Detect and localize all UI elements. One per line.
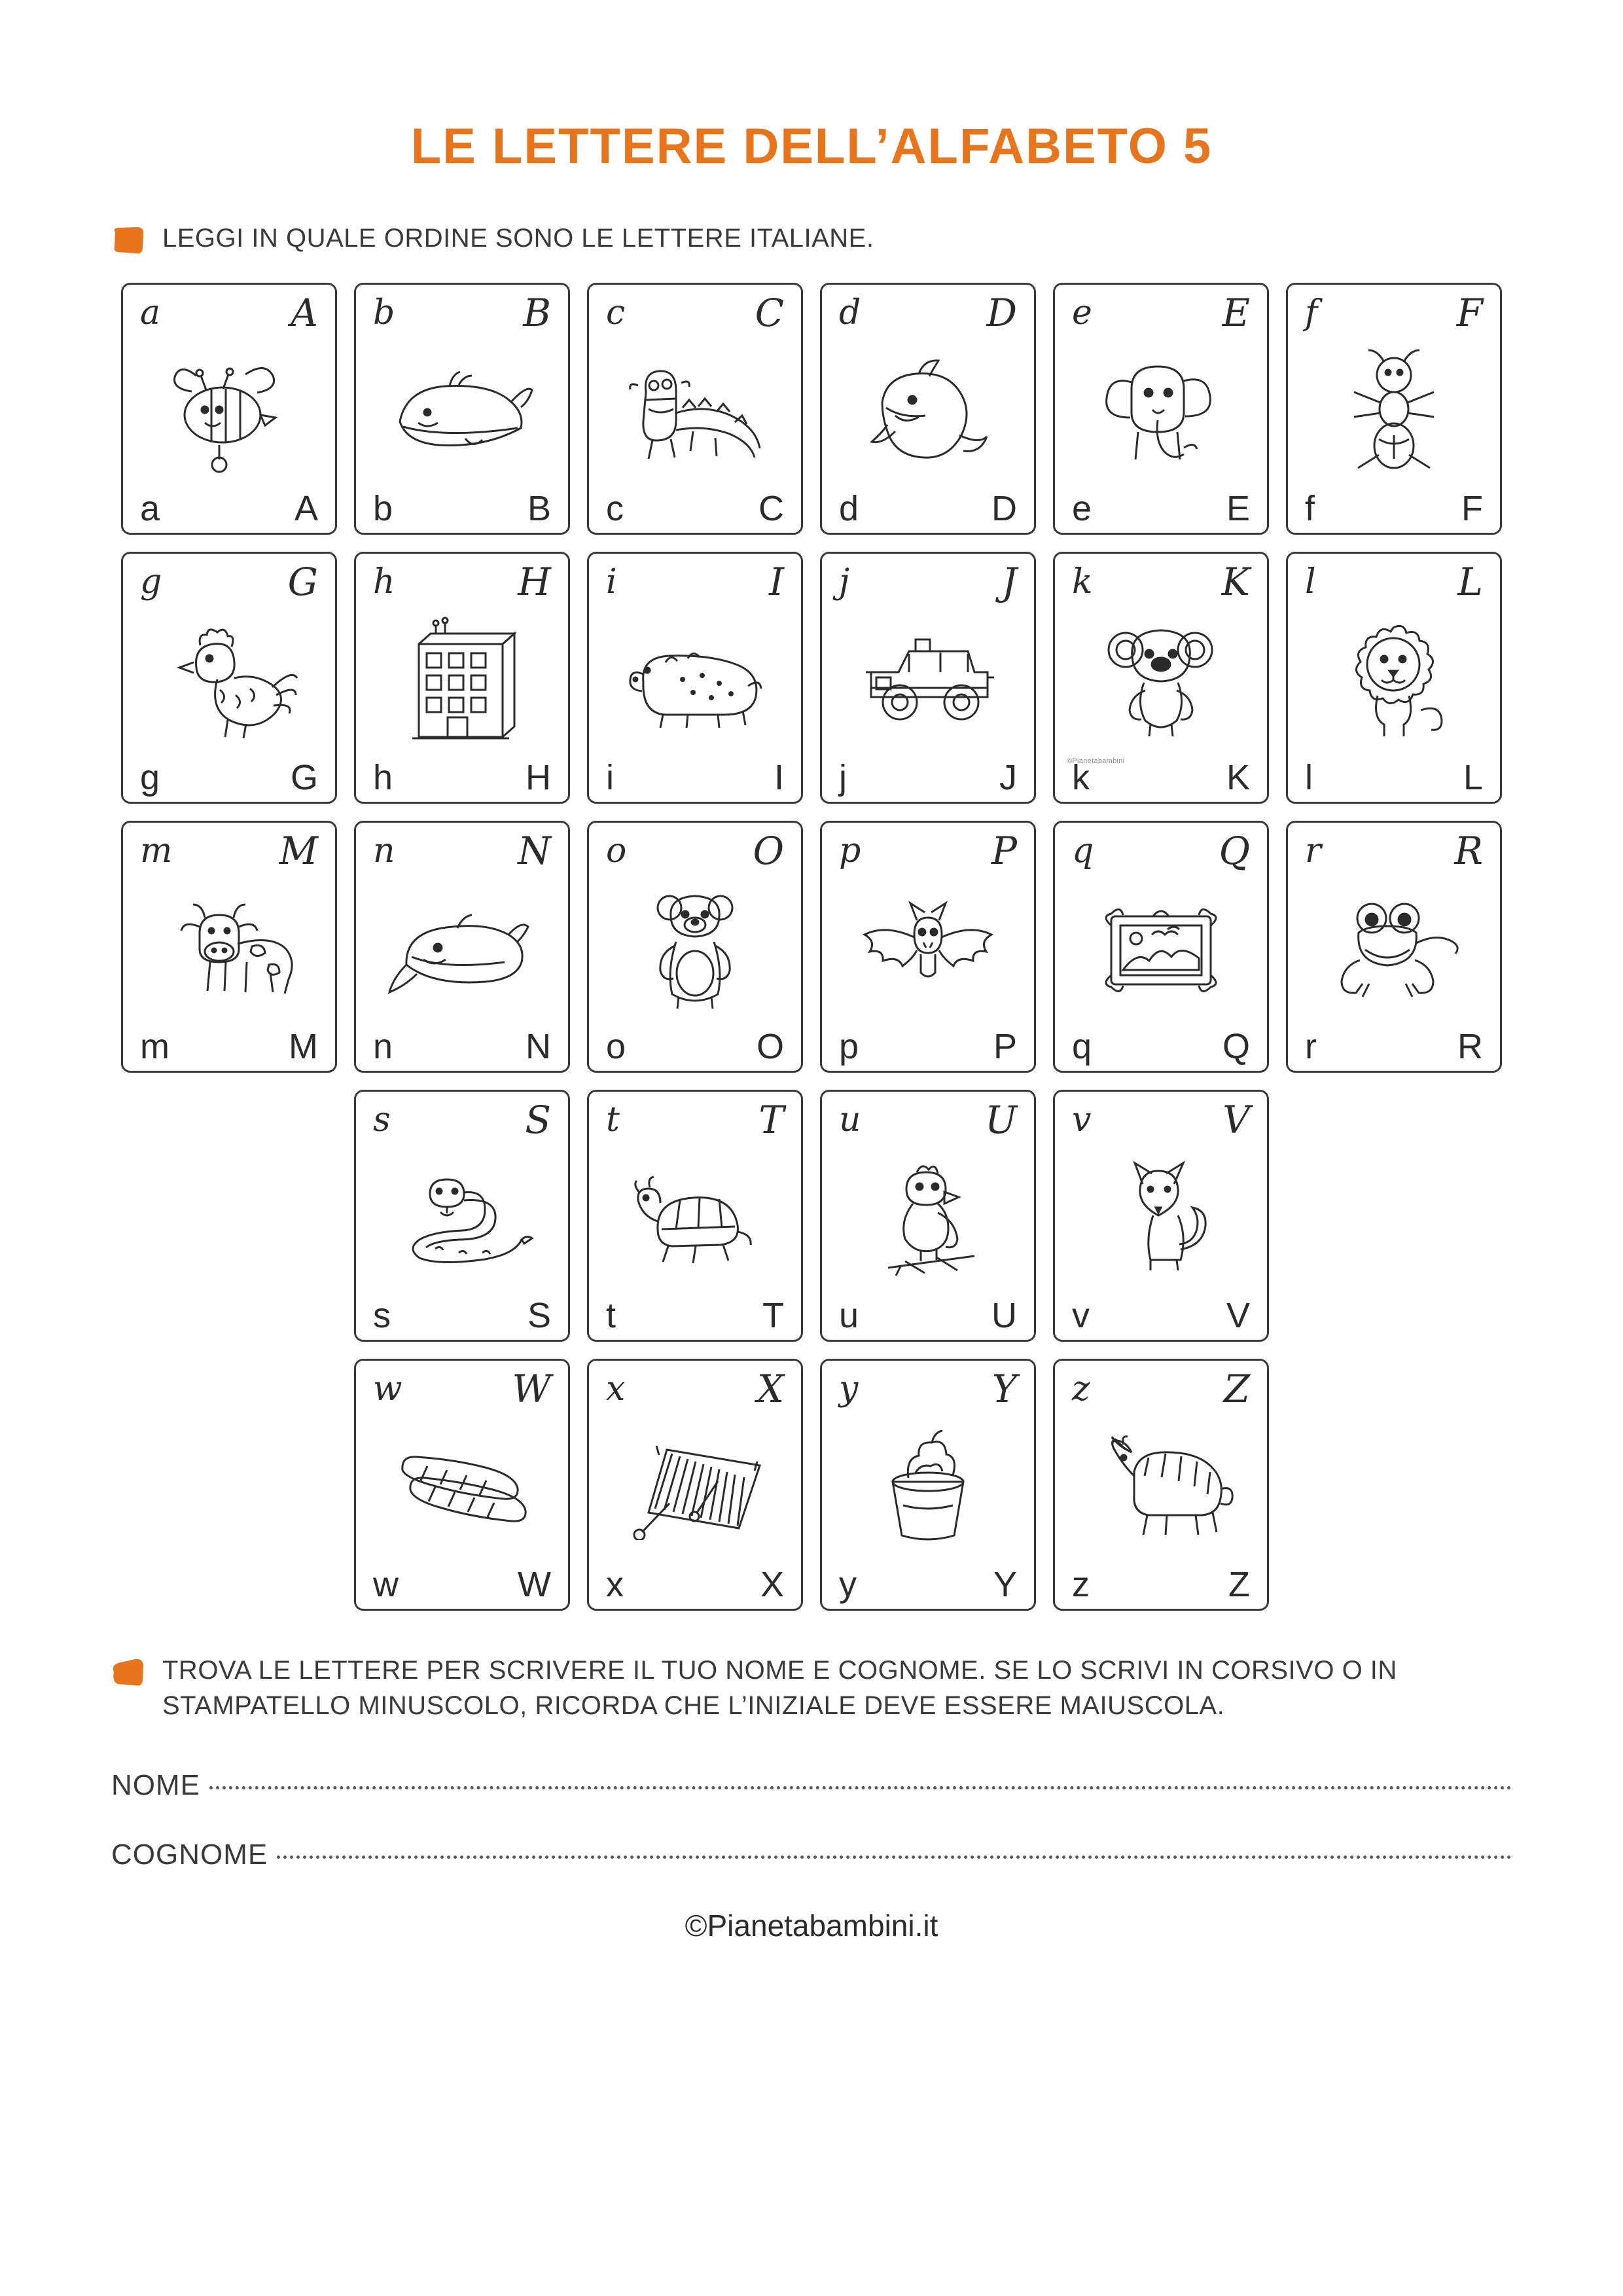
card-print-row <box>839 491 1017 526</box>
cursive-uppercase: W <box>512 1367 551 1411</box>
print-uppercase: P <box>993 1027 1017 1066</box>
card-cursive-row <box>606 829 784 873</box>
print-uppercase: G <box>290 758 318 797</box>
card-print-row <box>606 491 784 526</box>
card-cursive-row <box>1305 560 1483 604</box>
nome-input-line[interactable] <box>209 1780 1512 1789</box>
alphabet-card-m <box>121 821 337 1073</box>
cursive-uppercase: U <box>985 1098 1017 1142</box>
alphabet-card-w <box>354 1359 570 1611</box>
card-print-row <box>606 1567 784 1602</box>
print-lowercase: y <box>839 1565 857 1604</box>
print-uppercase: D <box>991 489 1017 528</box>
rooster-illustration <box>140 601 318 760</box>
card-row <box>354 1090 1269 1342</box>
cursive-uppercase: T <box>758 1098 784 1142</box>
cursive-uppercase: Q <box>1219 829 1250 873</box>
card-print-row <box>1072 1567 1250 1602</box>
print-uppercase: C <box>758 489 784 528</box>
cursive-lowercase: p <box>839 831 861 870</box>
card-print-row <box>373 1029 551 1064</box>
cursive-uppercase: C <box>755 291 784 335</box>
cursive-lowercase: k <box>1072 562 1093 601</box>
cursive-lowercase: c <box>606 293 626 332</box>
card-cursive-row <box>606 1098 784 1142</box>
cursive-uppercase: S <box>525 1098 551 1142</box>
print-uppercase: E <box>1226 489 1250 528</box>
cursive-lowercase: m <box>140 831 173 870</box>
cursive-lowercase: n <box>373 831 395 870</box>
cursive-uppercase: F <box>1456 291 1483 335</box>
alphabet-card-b <box>354 283 570 535</box>
alphabet-card-h <box>354 552 570 804</box>
alphabet-card-o <box>587 821 803 1073</box>
cursive-uppercase: J <box>1001 560 1017 604</box>
print-lowercase: c <box>606 489 624 528</box>
print-uppercase: F <box>1461 489 1483 528</box>
print-uppercase: N <box>526 1027 551 1066</box>
print-lowercase: d <box>839 489 859 528</box>
card-row <box>354 1359 1269 1611</box>
alphabet-card-s <box>354 1090 570 1342</box>
alphabet-card-k <box>1053 552 1269 804</box>
print-uppercase: Z <box>1228 1565 1250 1604</box>
card-print-row <box>373 1567 551 1602</box>
hippopotamus-illustration <box>606 601 784 760</box>
card-print-row <box>606 760 784 795</box>
cursive-lowercase: o <box>606 831 627 870</box>
cursive-lowercase: g <box>140 562 162 601</box>
bullet-marker-icon <box>111 226 145 259</box>
cursive-uppercase: G <box>287 560 318 604</box>
print-lowercase: m <box>140 1027 169 1066</box>
card-print-row <box>373 1298 551 1333</box>
alphabet-card-n <box>354 821 570 1073</box>
print-lowercase: a <box>140 489 160 528</box>
card-cursive-row <box>140 829 318 873</box>
alphabet-card-g <box>121 552 337 804</box>
alphabet-card-p <box>820 821 1036 1073</box>
print-uppercase: S <box>527 1296 551 1335</box>
cursive-uppercase: M <box>279 829 318 873</box>
card-cursive-row <box>606 291 784 335</box>
print-lowercase: j <box>839 758 847 797</box>
card-print-row <box>1305 1029 1483 1064</box>
print-lowercase: k <box>1072 758 1090 797</box>
print-lowercase: w <box>373 1565 399 1604</box>
footer-credit: ©Pianetabambini.it <box>685 1909 938 1943</box>
alphabet-card-z <box>1053 1359 1269 1611</box>
alphabet-card-f <box>1286 283 1502 535</box>
lion-illustration <box>1305 601 1483 760</box>
alphabet-card-r <box>1286 821 1502 1073</box>
card-cursive-row <box>839 291 1017 335</box>
card-print-row <box>606 1029 784 1064</box>
cognome-field-row <box>111 1839 1512 1871</box>
alphabet-card-u <box>820 1090 1036 1342</box>
card-cursive-row <box>1072 560 1250 604</box>
card-cursive-row <box>373 560 551 604</box>
cursive-uppercase: E <box>1222 291 1250 335</box>
card-cursive-row <box>606 560 784 604</box>
alphabet-card-y <box>820 1359 1036 1611</box>
alphabet-card-v <box>1053 1090 1269 1342</box>
print-lowercase: f <box>1305 489 1315 528</box>
cursive-uppercase: R <box>1454 829 1483 873</box>
cursive-lowercase: e <box>1072 293 1092 332</box>
print-lowercase: s <box>373 1296 391 1335</box>
print-lowercase: r <box>1305 1027 1317 1066</box>
alphabet-card-l <box>1286 552 1502 804</box>
bottom-instruction <box>111 1653 1512 1723</box>
cursive-uppercase: K <box>1221 560 1250 604</box>
alphabet-card-t <box>587 1090 803 1342</box>
print-uppercase: T <box>762 1296 784 1335</box>
cursive-lowercase: s <box>373 1100 391 1139</box>
cursive-uppercase: N <box>518 829 551 873</box>
hotel-building-illustration <box>373 601 551 760</box>
cursive-lowercase: j <box>839 562 850 601</box>
print-uppercase: R <box>1457 1027 1483 1066</box>
print-uppercase: U <box>991 1296 1017 1335</box>
card-cursive-row <box>373 291 551 335</box>
nome-field-row <box>111 1769 1512 1802</box>
cursive-lowercase: d <box>839 293 861 332</box>
print-lowercase: x <box>606 1565 624 1604</box>
cursive-lowercase: y <box>839 1369 859 1408</box>
cursive-uppercase: Y <box>991 1367 1017 1411</box>
cursive-lowercase: b <box>373 293 395 332</box>
cursive-uppercase: B <box>523 291 551 335</box>
cursive-lowercase: a <box>140 293 161 332</box>
card-cursive-row <box>373 1367 551 1411</box>
card-print-row <box>1072 1029 1250 1064</box>
print-uppercase: Y <box>993 1565 1017 1604</box>
card-print-row <box>140 491 318 526</box>
cursive-uppercase: H <box>518 560 551 604</box>
watermark-text: ©Pianetabambini <box>1067 757 1125 765</box>
print-lowercase: z <box>1072 1565 1090 1604</box>
card-print-row <box>1072 760 1250 795</box>
print-lowercase: v <box>1072 1296 1090 1335</box>
cursive-lowercase: x <box>606 1369 626 1408</box>
print-uppercase: K <box>1226 758 1250 797</box>
elephant-illustration <box>1072 332 1250 491</box>
cursive-uppercase: I <box>769 560 784 604</box>
cursive-lowercase: w <box>373 1369 402 1408</box>
fox-illustration <box>1072 1139 1250 1298</box>
turtle-illustration <box>606 1139 784 1298</box>
card-cursive-row <box>839 560 1017 604</box>
alphabet-card-d <box>820 283 1036 535</box>
ant-illustration <box>1305 332 1483 491</box>
card-cursive-row <box>839 829 1017 873</box>
framed-picture-illustration <box>1072 870 1250 1029</box>
alphabet-card-e <box>1053 283 1269 535</box>
print-lowercase: i <box>606 758 614 797</box>
crocodile-illustration <box>606 332 784 491</box>
card-cursive-row <box>839 1367 1017 1411</box>
sausage-illustration <box>373 1408 551 1567</box>
card-print-row <box>606 1298 784 1333</box>
cursive-lowercase: l <box>1305 562 1316 601</box>
card-print-row <box>140 760 318 795</box>
bullet-marker-icon <box>111 1658 145 1691</box>
card-print-row <box>839 760 1017 795</box>
cognome-label: COGNOME <box>111 1839 268 1871</box>
top-instruction-text: LEGGI IN QUALE ORDINE SONO LE LETTERE ITALIANE. <box>162 224 874 253</box>
bee-illustration <box>140 332 318 491</box>
print-uppercase: V <box>1226 1296 1250 1335</box>
card-print-row <box>1305 760 1483 795</box>
print-lowercase: h <box>373 758 393 797</box>
card-cursive-row <box>1305 829 1483 873</box>
print-lowercase: n <box>373 1027 393 1066</box>
cursive-lowercase: r <box>1305 831 1321 870</box>
print-lowercase: q <box>1072 1027 1092 1066</box>
bear-illustration <box>606 870 784 1029</box>
card-print-row <box>373 491 551 526</box>
alphabet-card-x <box>587 1359 803 1611</box>
print-uppercase: M <box>289 1027 318 1066</box>
print-uppercase: L <box>1463 758 1483 797</box>
print-uppercase: O <box>756 1027 784 1066</box>
print-lowercase: e <box>1072 489 1092 528</box>
cursive-lowercase: i <box>606 562 617 601</box>
frog-illustration <box>1305 870 1483 1029</box>
print-uppercase: B <box>527 489 551 528</box>
card-cursive-row <box>1072 1098 1250 1142</box>
cursive-lowercase: f <box>1305 293 1318 332</box>
card-print-row <box>839 1298 1017 1333</box>
bat-illustration <box>839 870 1017 1029</box>
cursive-uppercase: P <box>991 829 1017 873</box>
bottom-instruction-text: TROVA LE LETTERE PER SCRIVERE IL TUO NOME E COGNOME. SE LO SCRIVI IN CORSIVO O IN STAMPATELLO MINUSCOLO, RICORDA CHE L’INIZIALE DEVE ESSERE MAIUSCOLA. <box>162 1656 1397 1720</box>
card-print-row <box>839 1029 1017 1064</box>
print-uppercase: I <box>774 758 784 797</box>
print-lowercase: g <box>140 758 160 797</box>
cursive-uppercase: O <box>753 829 784 873</box>
cursive-uppercase: Z <box>1223 1367 1250 1411</box>
cursive-lowercase: u <box>839 1100 861 1139</box>
cursive-lowercase: h <box>373 562 395 601</box>
jeep-illustration <box>839 601 1017 760</box>
bird-illustration <box>839 1139 1017 1298</box>
card-print-row <box>1072 491 1250 526</box>
card-cursive-row <box>1305 291 1483 335</box>
alphabet-card-c <box>587 283 803 535</box>
nome-label: NOME <box>111 1769 200 1801</box>
cognome-input-line[interactable] <box>277 1849 1512 1859</box>
narwhal-illustration <box>373 870 551 1029</box>
xylophone-illustration <box>606 1408 784 1567</box>
whale-illustration <box>373 332 551 491</box>
print-uppercase: Q <box>1222 1027 1250 1066</box>
card-row <box>121 821 1502 1073</box>
card-cursive-row <box>1072 291 1250 335</box>
cursive-uppercase: D <box>986 291 1017 335</box>
cursive-uppercase: A <box>291 291 318 335</box>
print-lowercase: t <box>606 1296 616 1335</box>
card-cursive-row <box>1072 829 1250 873</box>
card-print-row <box>373 760 551 795</box>
cursive-uppercase: L <box>1457 560 1483 604</box>
card-cursive-row <box>373 1098 551 1142</box>
cursive-lowercase: z <box>1072 1369 1090 1408</box>
card-cursive-row <box>140 560 318 604</box>
print-uppercase: W <box>518 1565 551 1604</box>
cursive-uppercase: X <box>757 1367 784 1411</box>
print-lowercase: b <box>373 489 393 528</box>
print-uppercase: X <box>760 1565 784 1604</box>
alphabet-card-i <box>587 552 803 804</box>
print-lowercase: p <box>839 1027 859 1066</box>
card-cursive-row <box>373 829 551 873</box>
print-uppercase: J <box>999 758 1017 797</box>
cursive-uppercase: V <box>1222 1098 1250 1142</box>
card-cursive-row <box>606 1367 784 1411</box>
top-instruction <box>111 221 1512 259</box>
cursive-lowercase: v <box>1072 1100 1092 1139</box>
yogurt-illustration <box>839 1408 1017 1567</box>
cursive-lowercase: q <box>1072 831 1094 870</box>
cow-illustration <box>140 870 318 1029</box>
card-print-row <box>1072 1298 1250 1333</box>
print-lowercase: l <box>1305 758 1313 797</box>
koala-illustration <box>1072 601 1250 760</box>
card-cursive-row <box>839 1098 1017 1142</box>
card-print-row <box>140 1029 318 1064</box>
dolphin-illustration <box>839 332 1017 491</box>
card-print-row <box>1305 491 1483 526</box>
alphabet-card-q <box>1053 821 1269 1073</box>
print-uppercase: H <box>526 758 551 797</box>
zebra-illustration <box>1072 1408 1250 1567</box>
card-row <box>121 283 1502 535</box>
alphabet-card-j <box>820 552 1036 804</box>
snake-illustration <box>373 1139 551 1298</box>
page-title: LE LETTERE DELL’ALFABETO 5 <box>410 118 1213 174</box>
cursive-lowercase: t <box>606 1100 620 1139</box>
name-fields <box>111 1769 1512 1871</box>
card-row <box>121 552 1502 804</box>
alphabet-card-grid <box>111 283 1512 1611</box>
print-uppercase: A <box>294 489 318 528</box>
alphabet-card-a <box>121 283 337 535</box>
card-print-row <box>839 1567 1017 1602</box>
card-cursive-row <box>140 291 318 335</box>
print-lowercase: o <box>606 1027 626 1066</box>
card-cursive-row <box>1072 1367 1250 1411</box>
print-lowercase: u <box>839 1296 859 1335</box>
